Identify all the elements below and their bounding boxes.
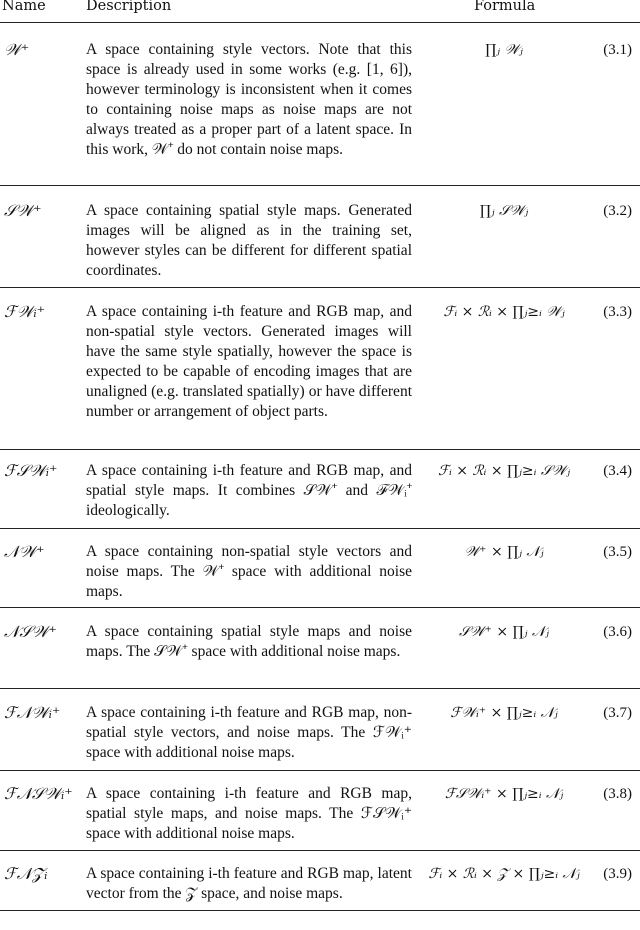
space-name: 𝒮𝒲⁺ (4, 201, 42, 220)
space-formula: ∏ⱼ 𝒮𝒲ⱼ (479, 203, 529, 219)
row-divider (0, 287, 640, 288)
equation-number: (3.2) (603, 203, 632, 219)
space-formula: 𝒮𝒲⁺ × ∏ⱼ 𝒩ⱼ (459, 624, 549, 640)
equation-number: (3.4) (603, 463, 632, 479)
row-divider (0, 449, 640, 450)
space-description: A space containing style vectors. Note that this space is already used in some works (e.g. [1, 6]), however terminology is inconsistent when it comes to containing noise maps as noise maps are not always treated as a proper part of a latent space. In this work, 𝒲⁺ do not contain noise maps. (86, 41, 412, 158)
space-name: ℱ𝒩𝒵ᵢ (4, 864, 48, 883)
space-formula: ℱᵢ × ℛᵢ × ∏ⱼ≥ᵢ 𝒲ⱼ (443, 304, 565, 320)
table-bottom-rule (0, 910, 640, 911)
row-divider (0, 607, 640, 608)
equation-number: (3.1) (603, 42, 632, 58)
space-description: A space containing i-th feature and RGB map, spatial style maps, and noise maps. The ℱ𝒮𝒲ᵢ⁺ space with additional noise maps. (86, 785, 412, 842)
space-formula: ℱᵢ × ℛᵢ × 𝒵 × ∏ⱼ≥ᵢ 𝒩ⱼ (428, 866, 580, 882)
space-name: ℱ𝒮𝒲ᵢ⁺ (4, 461, 58, 480)
equation-number: (3.5) (603, 544, 632, 560)
space-formula: ℱ𝒲ᵢ⁺ × ∏ⱼ≥ᵢ 𝒩ⱼ (450, 705, 558, 721)
equation-number: (3.9) (603, 866, 632, 882)
space-formula: ∏ⱼ 𝒲ⱼ (485, 42, 523, 58)
header-formula: Formula (474, 0, 536, 14)
space-name: 𝒲⁺ (4, 40, 30, 59)
space-formula: ℱᵢ × ℛᵢ × ∏ⱼ≥ᵢ 𝒮𝒲ⱼ (437, 463, 571, 479)
space-formula: 𝒲⁺ × ∏ⱼ 𝒩ⱼ (464, 544, 544, 560)
equation-number: (3.8) (603, 786, 632, 802)
row-divider (0, 770, 640, 771)
space-description: A space containing i-th feature and RGB map, non-spatial style vectors, and noise maps. The ℱ𝒲ᵢ⁺ space with additional noise maps. (86, 704, 412, 761)
space-description: A space containing i-th feature and RGB map, and spatial style maps. It combines 𝒮𝒲⁺ and ℱ𝒲ᵢ⁺ ideologically. (86, 462, 412, 519)
space-name: 𝒩𝒮𝒲⁺ (4, 622, 57, 641)
space-description: A space containing i-th feature and RGB map, latent vector from the 𝒵 space, and noise maps. (86, 865, 412, 902)
space-name: 𝒩𝒲⁺ (4, 542, 45, 561)
space-description: A space containing spatial style maps. Generated images will be aligned as in the training set, however styles can be different for different spatial coordinates. (86, 202, 412, 279)
space-name: ℱ𝒲ᵢ⁺ (4, 302, 46, 321)
space-name: ℱ𝒩𝒲ᵢ⁺ (4, 703, 61, 722)
row-divider (0, 185, 640, 186)
equation-number: (3.3) (603, 304, 632, 320)
equation-number: (3.6) (603, 624, 632, 640)
equation-number: (3.7) (603, 705, 632, 721)
space-description: A space containing spatial style maps and noise maps. The 𝒮𝒲⁺ space with additional noise maps. (86, 623, 412, 660)
header-rule (0, 22, 640, 23)
header-description: Description (86, 0, 172, 14)
space-formula: ℱ𝒮𝒲ᵢ⁺ × ∏ⱼ≥ᵢ 𝒩ⱼ (444, 786, 564, 802)
space-description: A space containing i-th feature and RGB map, and non-spatial style vectors. Generated images will have the same style spatially, however the space is expected to be capable of encoding images that are unaligned (e.g. translated spatially) or have different number or arrangement of object parts. (86, 303, 412, 420)
row-divider (0, 528, 640, 529)
row-divider (0, 688, 640, 689)
space-description: A space containing non-spatial style vectors and noise maps. The 𝒲⁺ space with additional noise maps. (86, 543, 412, 600)
row-divider (0, 850, 640, 851)
header-name: Name (2, 0, 46, 14)
space-name: ℱ𝒩𝒮𝒲ᵢ⁺ (4, 784, 73, 803)
